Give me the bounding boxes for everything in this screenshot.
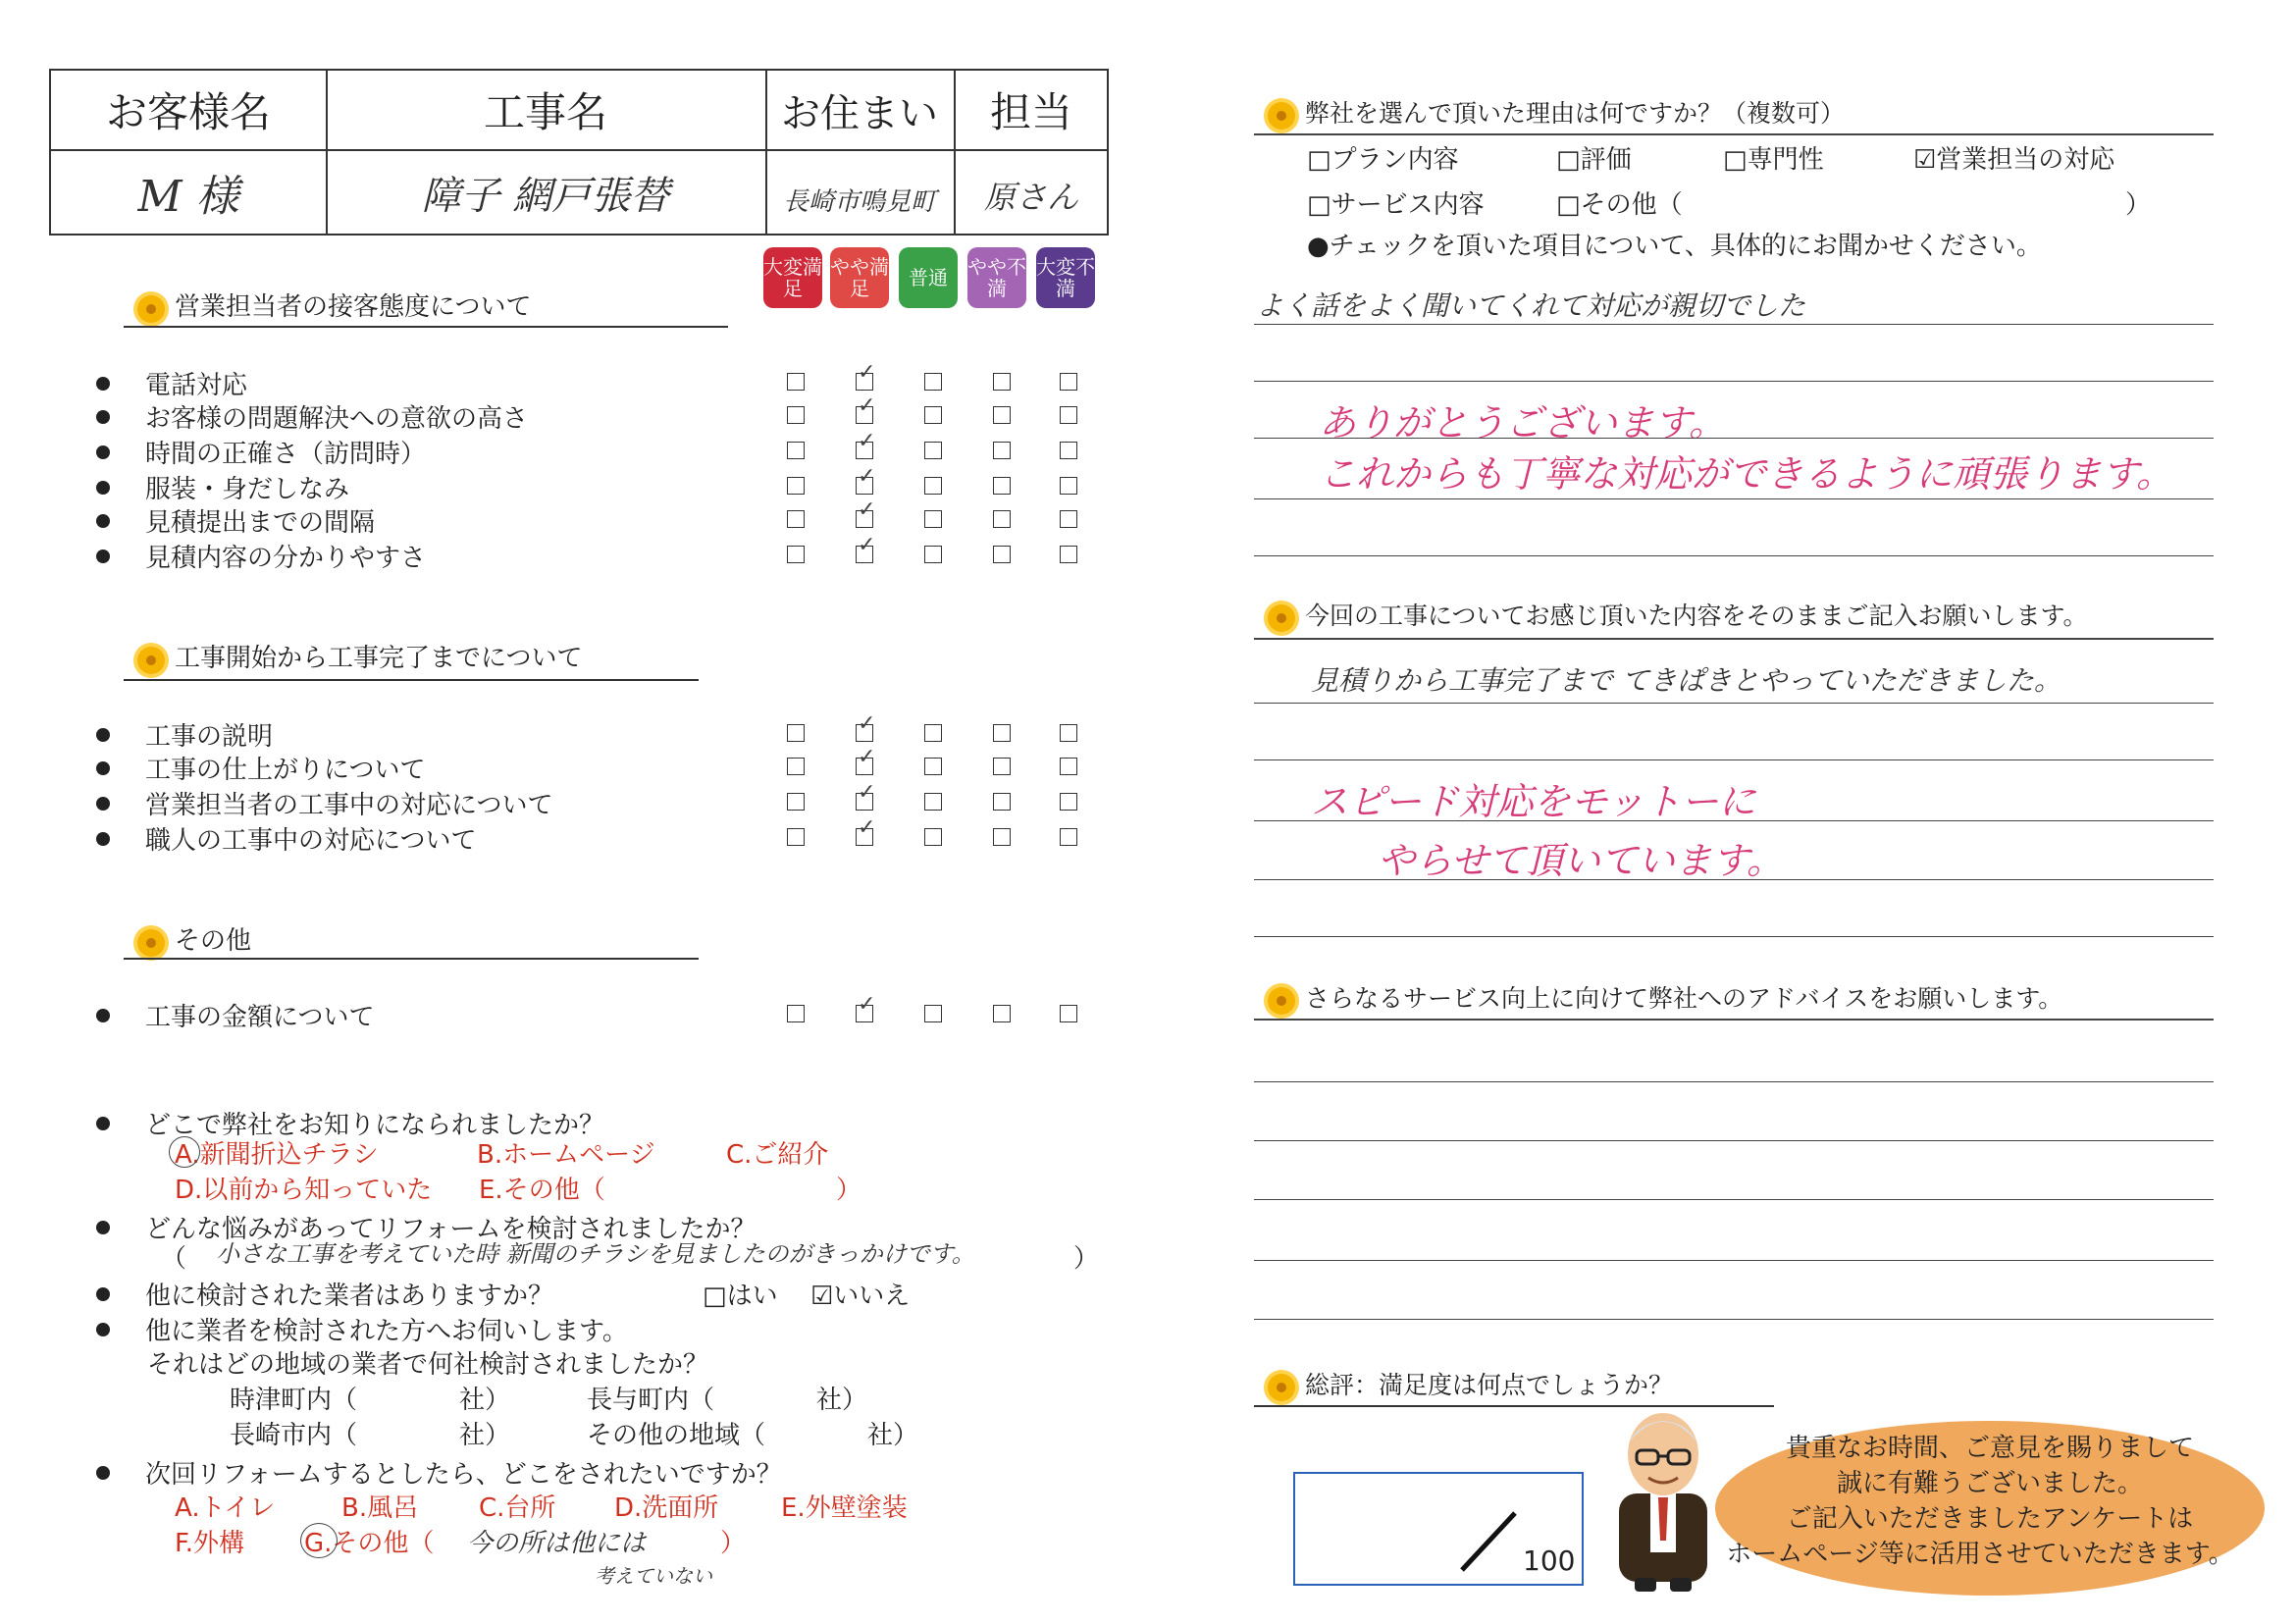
rating-checkbox[interactable] bbox=[924, 546, 942, 563]
rating-checkbox[interactable] bbox=[993, 373, 1011, 391]
flower-icon bbox=[137, 295, 165, 323]
next-d[interactable]: D.洗面所 bbox=[614, 1493, 719, 1523]
list-item: 服装・身だしなみ bbox=[96, 469, 349, 505]
rating-checkbox[interactable] bbox=[924, 510, 942, 528]
rating-checkbox[interactable] bbox=[993, 828, 1011, 846]
rating-checkbox[interactable] bbox=[993, 442, 1011, 459]
badge-normal: 普通 bbox=[899, 247, 958, 308]
work-value: 障子 網戸張替 bbox=[421, 173, 670, 219]
paren-close: ） bbox=[1073, 1244, 1100, 1274]
badge-very-dissatisfied: 大変不満 bbox=[1036, 247, 1095, 308]
rating-checkbox[interactable] bbox=[787, 793, 805, 811]
reply-doing: やらせて頂いています。 bbox=[1378, 839, 1784, 882]
answer-impression: 見積りから工事完了まで てきぱきとやっていただきました。 bbox=[1311, 664, 2061, 697]
circle-mark bbox=[300, 1523, 338, 1558]
section-sales-attitude: 営業担当者の接客態度について bbox=[137, 287, 531, 323]
question-ask: 他に業者を検討された方へお伺いします。 bbox=[96, 1311, 628, 1347]
rating-checkbox[interactable] bbox=[787, 1005, 805, 1022]
rating-checkbox[interactable] bbox=[924, 758, 942, 775]
customer-label: お客様名 bbox=[105, 88, 271, 136]
rating-checkbox[interactable] bbox=[787, 758, 805, 775]
rating-checkbox[interactable] bbox=[1060, 828, 1077, 846]
rating-checkbox[interactable] bbox=[924, 373, 942, 391]
list-item: 見積内容の分かりやすさ bbox=[96, 538, 426, 574]
rating-checkbox[interactable] bbox=[924, 1005, 942, 1022]
next-a[interactable]: A.トイレ bbox=[175, 1493, 276, 1523]
question-reason: 弊社を選んで頂いた理由は何ですか？（複数可） bbox=[1268, 94, 1845, 130]
thanks-message bbox=[1715, 1431, 2265, 1572]
rating-checkbox-checked[interactable] bbox=[856, 442, 873, 459]
next-g-answer: 今の所は他には bbox=[467, 1529, 647, 1558]
rating-checkbox[interactable] bbox=[993, 758, 1011, 775]
rating-checkbox[interactable] bbox=[787, 724, 805, 742]
question-impression: 今回の工事についてお感じ頂いた内容をそのままご記入お願いします。 bbox=[1268, 597, 2088, 632]
rating-checkbox[interactable] bbox=[1060, 373, 1077, 391]
rating-checkbox[interactable] bbox=[787, 477, 805, 495]
section-other: その他 bbox=[137, 920, 251, 957]
flower-icon bbox=[1268, 1374, 1295, 1401]
question-worry: どんな悩みがあってリフォームを検討されましたか？ bbox=[96, 1209, 756, 1245]
list-item: お客様の問題解決への意欲の高さ bbox=[96, 398, 528, 435]
thanks-line: 貴重なお時間、ご意見を賜りまして bbox=[1785, 1434, 2194, 1463]
score-box[interactable] bbox=[1293, 1472, 1584, 1586]
flower-icon bbox=[1268, 987, 1295, 1015]
rating-checkbox-checked[interactable] bbox=[856, 724, 873, 742]
rating-checkbox[interactable] bbox=[993, 546, 1011, 563]
reason-expertise[interactable]: □専門性 bbox=[1723, 145, 1824, 175]
question-where: どこで弊社をお知りになられましたか？ bbox=[96, 1105, 604, 1141]
list-item: 電話対応 bbox=[96, 365, 247, 401]
header-table bbox=[49, 69, 1109, 236]
thanks-line: 誠に有難うございました。 bbox=[1836, 1469, 2143, 1498]
rating-checkbox[interactable] bbox=[924, 828, 942, 846]
next-f[interactable]: F.外構 bbox=[175, 1529, 245, 1558]
no-option[interactable]: ☑いいえ bbox=[810, 1282, 911, 1311]
rating-checkbox-checked[interactable] bbox=[856, 828, 873, 846]
list-item: 職人の工事中の対応について bbox=[96, 820, 476, 857]
next-c[interactable]: C.台所 bbox=[479, 1493, 556, 1523]
flower-icon bbox=[137, 647, 165, 674]
rating-checkbox[interactable] bbox=[993, 724, 1011, 742]
score-max: 100 bbox=[1523, 1544, 1576, 1577]
list-item: 工事の金額について bbox=[96, 997, 374, 1033]
list-item: 見積提出までの間隔 bbox=[96, 502, 375, 539]
circle-mark bbox=[169, 1136, 200, 1168]
rating-checkbox[interactable] bbox=[787, 406, 805, 424]
question-next: 次回リフォームするとしたら、どこをされたいですか？ bbox=[96, 1454, 782, 1491]
rating-checkbox-checked[interactable] bbox=[856, 406, 873, 424]
rating-checkbox[interactable] bbox=[924, 477, 942, 495]
rating-checkbox[interactable] bbox=[993, 510, 1011, 528]
rating-checkbox-checked[interactable] bbox=[856, 546, 873, 563]
list-item: 工事の説明 bbox=[96, 716, 273, 753]
area-other: その他の地域（ 社） bbox=[587, 1421, 919, 1450]
section-construction: 工事開始から工事完了までについて bbox=[137, 638, 582, 674]
reply-speed: スピード対応をモットーに bbox=[1311, 780, 1756, 823]
reason-plan[interactable]: □プラン内容 bbox=[1307, 145, 1459, 175]
rating-checkbox[interactable] bbox=[787, 546, 805, 563]
badge-very-satisfied: 大変満足 bbox=[763, 247, 822, 308]
question-advice: さらなるサービス向上に向けて弊社へのアドバイスをお願いします。 bbox=[1268, 979, 2062, 1015]
rating-checkbox-checked[interactable] bbox=[856, 477, 873, 495]
rating-checkbox[interactable] bbox=[993, 477, 1011, 495]
flower-icon bbox=[137, 929, 165, 957]
rating-checkbox[interactable] bbox=[1060, 406, 1077, 424]
next-g-close: ） bbox=[720, 1529, 747, 1558]
area-nagayo: 長与町内（ 社） bbox=[587, 1386, 868, 1415]
rating-checkbox-checked[interactable] bbox=[856, 373, 873, 391]
rating-checkbox[interactable] bbox=[787, 828, 805, 846]
answer-reason: よく話をよく聞いてくれて対応が親切でした bbox=[1256, 289, 1806, 322]
reason-service[interactable]: □サービス内容 bbox=[1307, 190, 1485, 220]
rating-checkbox[interactable] bbox=[787, 510, 805, 528]
reply-effort: これからも丁寧な対応ができるように頑張ります。 bbox=[1319, 452, 2173, 496]
badge-dissatisfied: やや不満 bbox=[967, 247, 1026, 308]
badge-satisfied: やや満足 bbox=[830, 247, 889, 308]
staff-label: 担当 bbox=[989, 88, 1072, 136]
question-other-vendor: 他に検討された業者はありますか？ bbox=[96, 1276, 553, 1312]
customer-value: M 様 bbox=[137, 172, 239, 222]
option-c[interactable]: C.ご紹介 bbox=[726, 1140, 829, 1170]
option-d[interactable]: D.以前から知っていた bbox=[175, 1176, 433, 1205]
rating-checkbox[interactable] bbox=[993, 1005, 1011, 1022]
list-item: 営業担当者の工事中の対応について bbox=[96, 785, 552, 821]
rating-checkbox-checked[interactable] bbox=[856, 1005, 873, 1022]
rating-checkbox[interactable] bbox=[1060, 758, 1077, 775]
detail-prompt: ●チェックを頂いた項目について、具体的にお聞かせください。 bbox=[1307, 232, 2042, 261]
rating-checkbox[interactable] bbox=[787, 373, 805, 391]
reason-other-close: ） bbox=[2125, 190, 2152, 220]
address-label: お住まい bbox=[781, 90, 938, 136]
rating-checkbox-checked[interactable] bbox=[856, 758, 873, 775]
rating-checkbox-checked[interactable] bbox=[856, 793, 873, 811]
list-item: 工事の仕上がりについて bbox=[96, 750, 425, 786]
next-g[interactable]: G.その他（ bbox=[304, 1529, 435, 1558]
reason-sales[interactable]: ☑営業担当の対応 bbox=[1913, 145, 2115, 175]
rating-checkbox[interactable] bbox=[993, 406, 1011, 424]
rating-checkbox[interactable] bbox=[1060, 724, 1077, 742]
rating-checkbox[interactable] bbox=[1060, 546, 1077, 563]
rating-checkbox-checked[interactable] bbox=[856, 510, 873, 528]
paren-open: （ bbox=[161, 1244, 187, 1274]
address-value: 長崎市鳴見町 bbox=[782, 186, 936, 217]
rating-checkbox[interactable] bbox=[787, 442, 805, 459]
question-score: 総評：満足度は何点でしょうか？ bbox=[1268, 1366, 1673, 1401]
reply-thanks: ありがとうございます。 bbox=[1319, 401, 1726, 445]
next-b[interactable]: B.風呂 bbox=[341, 1493, 419, 1523]
rating-checkbox[interactable] bbox=[993, 793, 1011, 811]
next-g-answer2: 考えていない bbox=[595, 1564, 712, 1588]
next-e[interactable]: E.外壁塗装 bbox=[781, 1493, 908, 1523]
reason-review[interactable]: □評価 bbox=[1556, 145, 1632, 175]
thanks-line: ご記入いただきましたアンケートは bbox=[1786, 1504, 2194, 1534]
rating-checkbox[interactable] bbox=[924, 793, 942, 811]
work-label: 工事名 bbox=[483, 88, 607, 136]
area-nagasaki: 長崎市内（ 社） bbox=[230, 1421, 511, 1450]
thanks-line: ホームページ等に活用させていただきます。 bbox=[1726, 1540, 2234, 1569]
rating-checkbox[interactable] bbox=[924, 724, 942, 742]
option-e-close: ） bbox=[836, 1176, 862, 1205]
list-item: 時間の正確さ（訪問時） bbox=[96, 434, 426, 470]
worry-answer: 小さな工事を考えていた時 新聞のチラシを見ましたのがきっかけです。 bbox=[216, 1240, 975, 1268]
rating-checkbox[interactable] bbox=[1060, 793, 1077, 811]
rating-checkbox[interactable] bbox=[924, 442, 942, 459]
rating-checkbox[interactable] bbox=[1060, 477, 1077, 495]
flower-icon bbox=[1268, 604, 1295, 632]
rating-checkbox[interactable] bbox=[1060, 1005, 1077, 1022]
rating-checkbox[interactable] bbox=[1060, 510, 1077, 528]
option-a[interactable]: A.新聞折込チラシ bbox=[175, 1140, 379, 1170]
option-b[interactable]: B.ホームページ bbox=[477, 1140, 655, 1170]
flower-icon bbox=[1268, 102, 1295, 130]
rating-checkbox[interactable] bbox=[1060, 442, 1077, 459]
yes-option[interactable]: □はい bbox=[703, 1282, 778, 1311]
question-ask2: それはどの地域の業者で何社検討されましたか？ bbox=[147, 1350, 709, 1380]
area-togitsu: 時津町内（ 社） bbox=[230, 1386, 511, 1415]
staff-value: 原さん bbox=[983, 179, 1078, 216]
reason-other[interactable]: □その他（ bbox=[1556, 190, 1683, 220]
rating-checkbox[interactable] bbox=[924, 406, 942, 424]
option-e[interactable]: E.その他（ bbox=[479, 1176, 605, 1205]
